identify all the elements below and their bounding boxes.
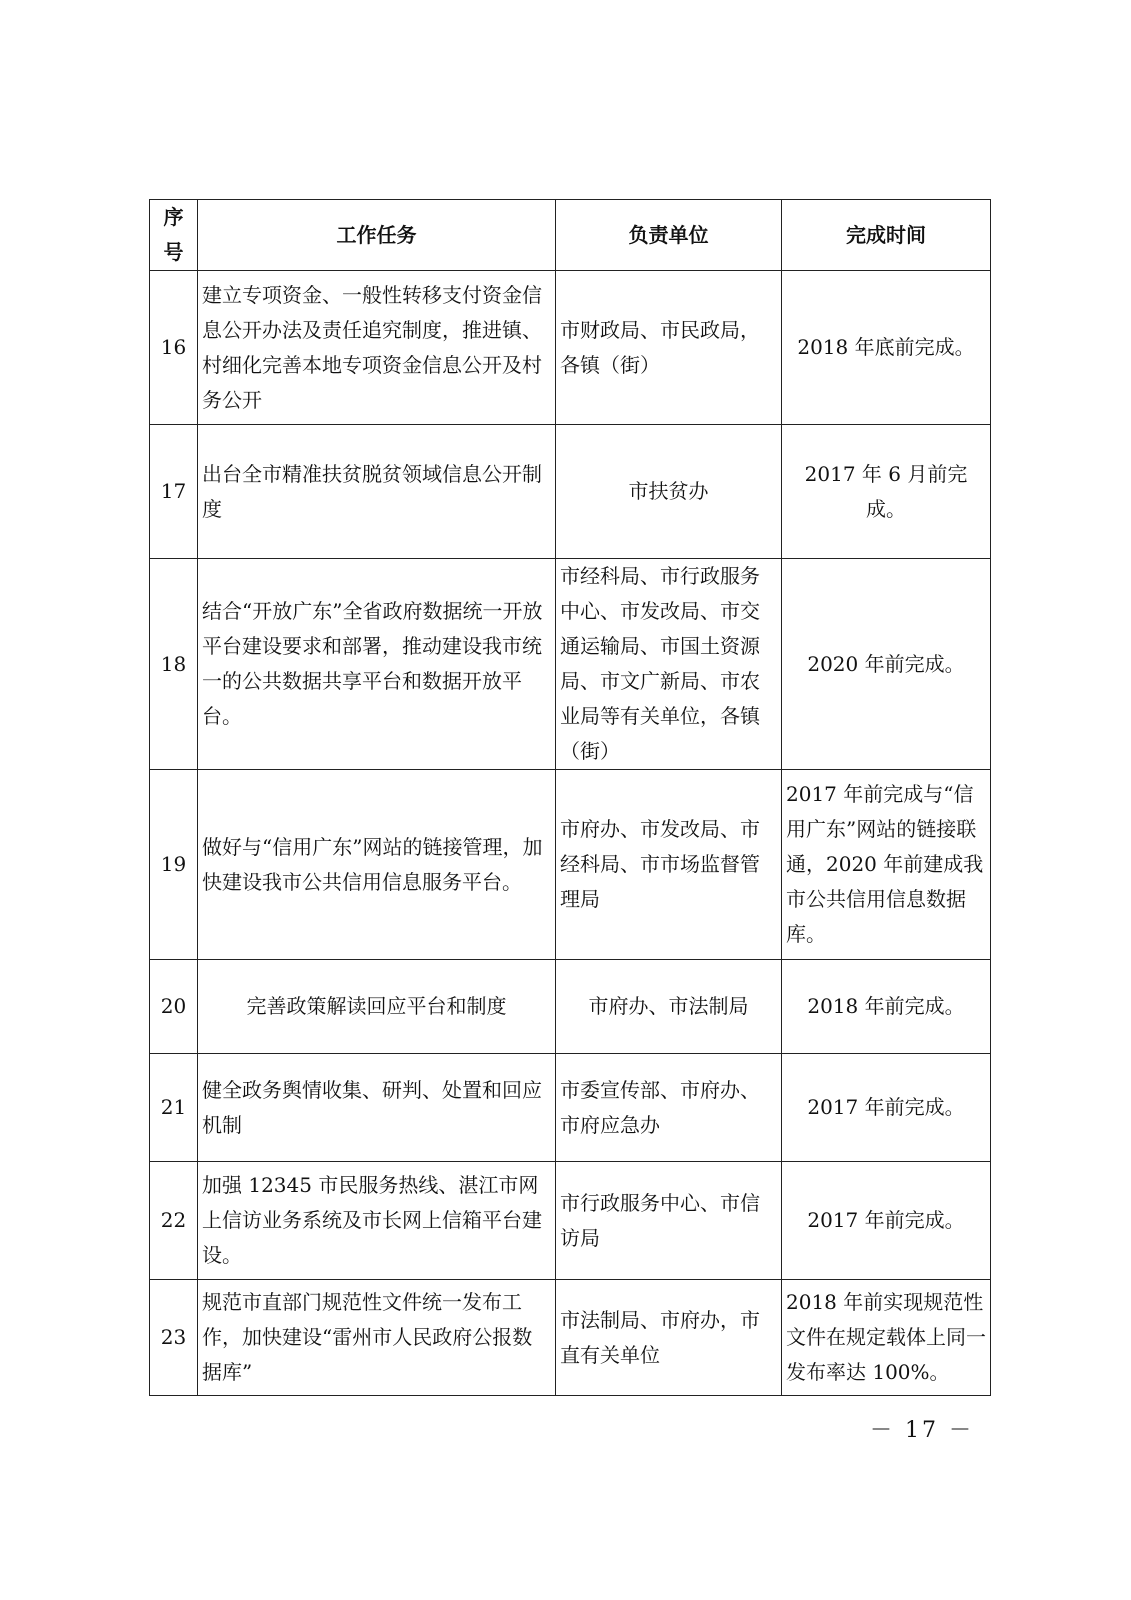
table-row bbox=[150, 1280, 991, 1396]
row-task: 做好与“信用广东”网站的链接管理，加快建设我市公共信用信息服务平台。 bbox=[198, 770, 556, 960]
row-number: 23 bbox=[150, 1280, 198, 1396]
row-task: 加强 12345 市民服务热线、湛江市网上信访业务系统及市长网上信箱平台建设。 bbox=[198, 1162, 556, 1280]
header-unit: 负责单位 bbox=[556, 200, 782, 271]
row-task: 建立专项资金、一般性转移支付资金信息公开办法及责任追究制度，推进镇、村细化完善本地专项资金信息公开及村务公开 bbox=[198, 271, 556, 425]
header-no: 序号 bbox=[150, 200, 198, 271]
row-number: 17 bbox=[150, 425, 198, 559]
row-task: 完善政策解读回应平台和制度 bbox=[198, 960, 556, 1054]
row-number: 16 bbox=[150, 271, 198, 425]
row-unit: 市委宣传部、市府办、市府应急办 bbox=[556, 1054, 782, 1162]
row-task: 规范市直部门规范性文件统一发布工作，加快建设“雷州市人民政府公报数据库” bbox=[198, 1280, 556, 1396]
row-task: 结合“开放广东”全省政府数据统一开放平台建设要求和部署，推动建设我市统一的公共数据共享平台和数据开放平台。 bbox=[198, 559, 556, 770]
header-task: 工作任务 bbox=[198, 200, 556, 271]
row-unit: 市财政局、市民政局，各镇（街） bbox=[556, 271, 782, 425]
row-task: 出台全市精准扶贫脱贫领域信息公开制度 bbox=[198, 425, 556, 559]
task-table bbox=[149, 199, 991, 1396]
row-time: 2017 年前完成。 bbox=[782, 1162, 991, 1280]
row-unit: 市法制局、市府办，市直有关单位 bbox=[556, 1280, 782, 1396]
row-time: 2017 年 6 月前完成。 bbox=[782, 425, 991, 559]
page-number: － 17 － bbox=[870, 1418, 974, 1443]
row-unit: 市行政服务中心、市信访局 bbox=[556, 1162, 782, 1280]
table-row bbox=[150, 1054, 991, 1162]
row-number: 22 bbox=[150, 1162, 198, 1280]
row-unit: 市经科局、市行政服务中心、市发改局、市交通运输局、市国土资源局、市文广新局、市农业局等有关单位，各镇（街） bbox=[556, 559, 782, 770]
row-unit: 市扶贫办 bbox=[556, 425, 782, 559]
table-row bbox=[150, 271, 991, 425]
row-number: 19 bbox=[150, 770, 198, 960]
row-unit: 市府办、市发改局、市经科局、市市场监督管理局 bbox=[556, 770, 782, 960]
row-time: 2018 年底前完成。 bbox=[782, 271, 991, 425]
row-time: 2020 年前完成。 bbox=[782, 559, 991, 770]
row-unit: 市府办、市法制局 bbox=[556, 960, 782, 1054]
table-header-row bbox=[150, 200, 991, 271]
table-row bbox=[150, 770, 991, 960]
row-number: 18 bbox=[150, 559, 198, 770]
table-row bbox=[150, 425, 991, 559]
row-number: 21 bbox=[150, 1054, 198, 1162]
table-row bbox=[150, 1162, 991, 1280]
row-time: 2017 年前完成。 bbox=[782, 1054, 991, 1162]
row-time: 2018 年前实现规范性文件在规定载体上同一发布率达 100%。 bbox=[782, 1280, 991, 1396]
row-time: 2018 年前完成。 bbox=[782, 960, 991, 1054]
table-row bbox=[150, 960, 991, 1054]
row-task: 健全政务舆情收集、研判、处置和回应机制 bbox=[198, 1054, 556, 1162]
row-number: 20 bbox=[150, 960, 198, 1054]
table-row bbox=[150, 559, 991, 770]
header-time: 完成时间 bbox=[782, 200, 991, 271]
row-time: 2017 年前完成与“信用广东”网站的链接联通，2020 年前建成我市公共信用信息数据库。 bbox=[782, 770, 991, 960]
